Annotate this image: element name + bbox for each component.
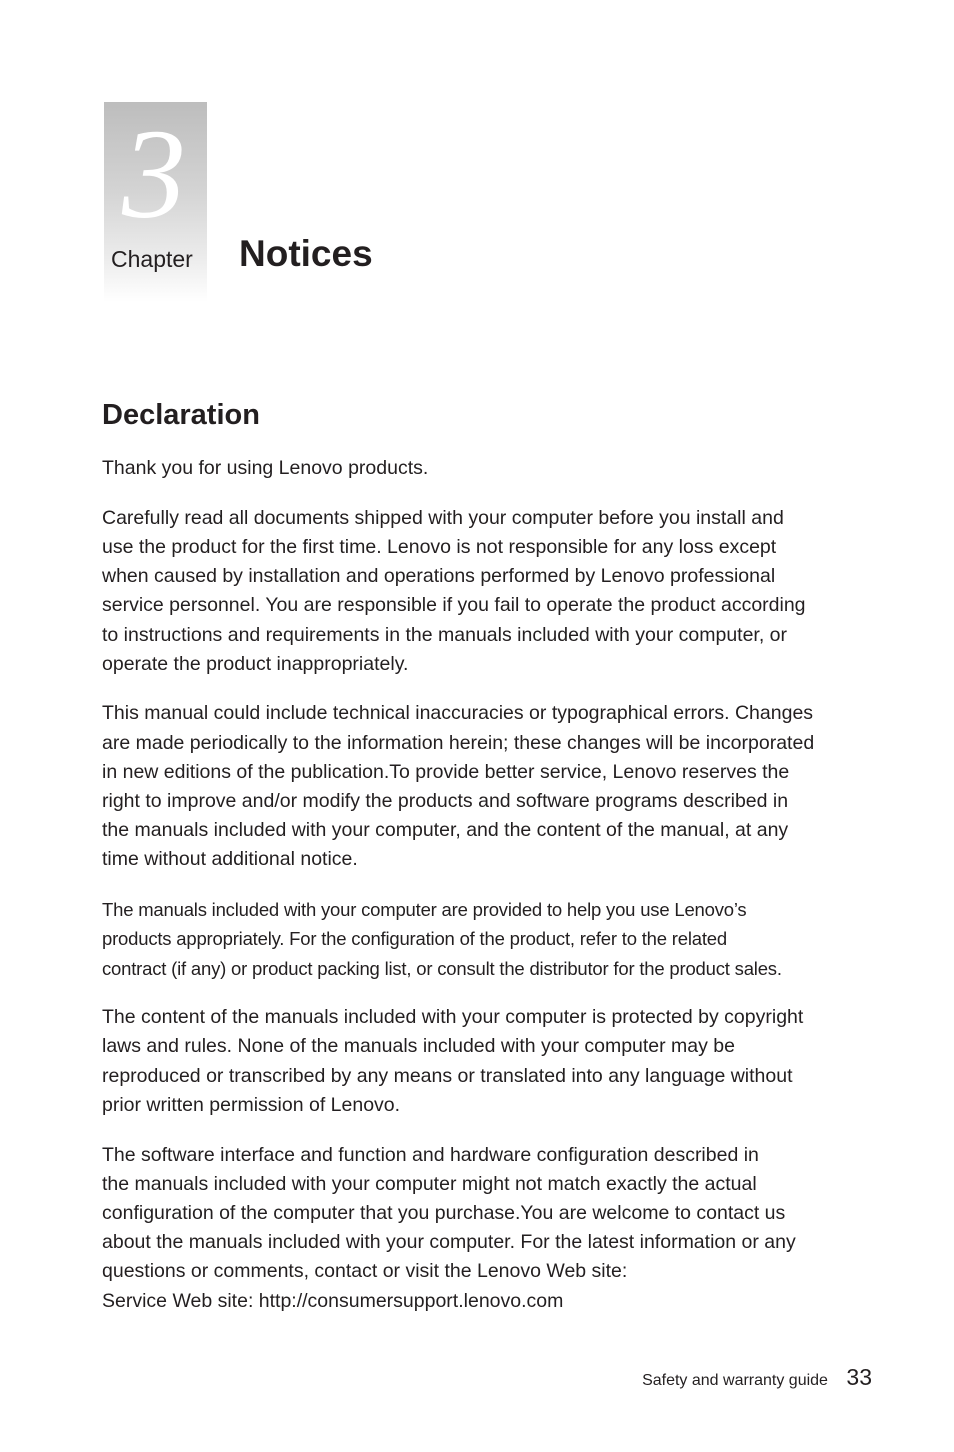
page-number: 33 [846,1364,872,1390]
chapter-number-block [104,102,207,302]
paragraph-thanks [102,454,877,483]
text-line: operate the product inappropriately. [102,652,409,675]
text-line: to instructions and requirements in the manuals included with your computer, or [102,623,788,646]
text-line: Carefully read all documents shipped with your computer before you install and [102,506,784,529]
text-line: laws and rules. None of the manuals included with your computer may be [102,1035,735,1058]
text-line: the manuals included with your computer might not match exactly the actual [102,1172,757,1195]
text-line: prior written permission of Lenovo. [102,1093,401,1116]
text-line: are made periodically to the information herein; these changes will be incorporated [102,731,815,754]
paragraph-manuals-purpose [102,895,877,983]
text-line: contract (if any) or product packing list, or consult the distributor for the product sales. [102,957,782,979]
text-line: about the manuals included with your computer. For the latest information or any [102,1231,796,1254]
footer-guide-title: Safety and warranty guide [642,1372,828,1389]
paragraph-inaccuracies [102,699,877,874]
page-footer [642,1364,872,1391]
text-line: service personnel. You are responsible if you fail to operate the product according [102,594,806,617]
declaration-body [102,454,877,1336]
paragraph-copyright [102,1003,877,1120]
text-line: products appropriately. For the configuration of the product, refer to the related [102,928,727,950]
service-web-site-line: Service Web site: http://consumersupport.lenovo.com [102,1289,564,1312]
chapter-label: Chapter [111,246,193,272]
chapter-number: 3 [122,103,186,245]
text-line: configuration of the computer that you purchase.You are welcome to contact us [102,1201,786,1224]
text-line: the manuals included with your computer, and the content of the manual, at any [102,819,789,842]
text-line: The software interface and function and hardware configuration described in [102,1143,759,1166]
paragraph-read-documents [102,504,877,679]
text-line: Thank you for using Lenovo products. [102,457,429,479]
text-line: right to improve and/or modify the products and software programs described in [102,790,789,813]
text-line: use the product for the first time. Lenovo is not responsible for any loss except [102,535,777,558]
text-line: The manuals included with your computer are provided to help you use Lenovo’s [102,899,747,921]
section-heading-declaration: Declaration [102,399,260,431]
paragraph-software-interface [102,1141,877,1316]
text-line: reproduced or transcribed by any means or translated into any language without [102,1064,793,1087]
text-line: questions or comments, contact or visit the Lenovo Web site: [102,1260,628,1283]
text-line: The content of the manuals included with your computer is protected by copyright [102,1006,804,1029]
text-line: in new editions of the publication.To provide better service, Lenovo reserves the [102,760,790,783]
text-line: when caused by installation and operations performed by Lenovo professional [102,565,776,588]
text-line: time without additional notice. [102,848,358,871]
chapter-title: Notices [239,233,373,274]
text-line: This manual could include technical inaccuracies or typographical errors. Changes [102,702,814,725]
